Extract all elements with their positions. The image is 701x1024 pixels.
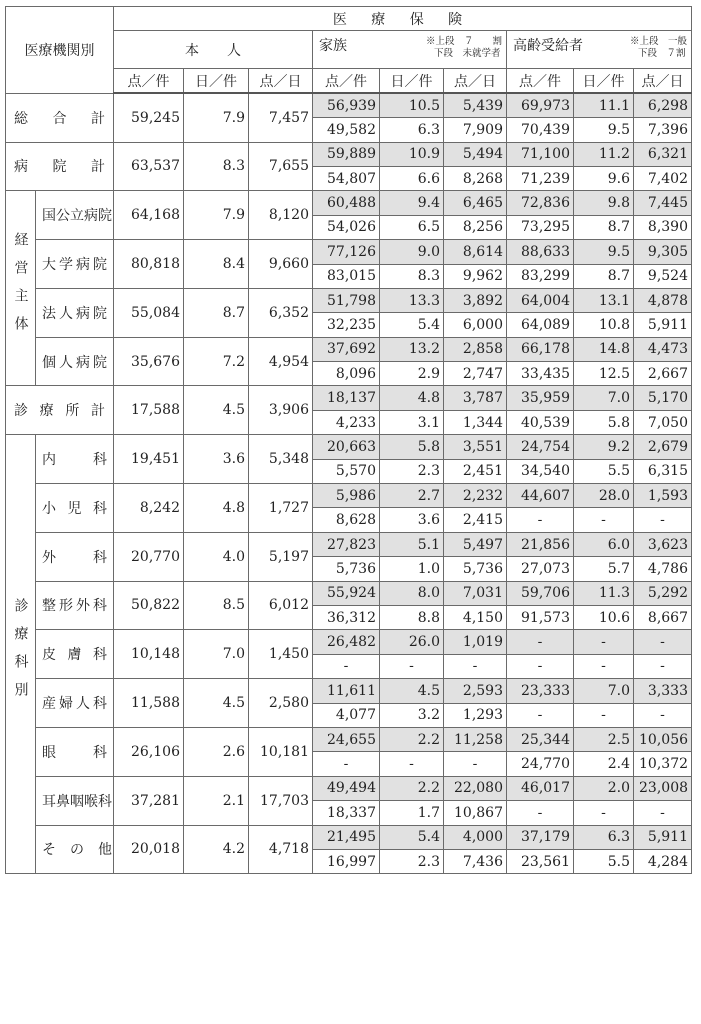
row-label: 大学病院 (36, 240, 114, 289)
upper-cell: 11.2 (574, 142, 634, 166)
lower-cell: 7,436 (444, 849, 507, 873)
honin-cell: 19,451 (114, 435, 184, 484)
upper-cell: 13.1 (574, 288, 634, 312)
lower-cell: 10.6 (574, 605, 634, 629)
lower-cell: 5.5 (574, 459, 634, 483)
upper-cell: 13.3 (380, 288, 444, 312)
category-column-header: 医療機関別 (6, 7, 114, 94)
koreisha-label: 高齢受給者 (513, 38, 583, 55)
upper-cell: 23,008 (634, 776, 692, 800)
table-row (6, 532, 692, 556)
lower-cell: 12.5 (574, 362, 634, 386)
table-row (6, 93, 692, 117)
table-row (6, 630, 692, 654)
upper-cell: 37,692 (313, 337, 380, 361)
lower-cell: 2.4 (574, 752, 634, 776)
upper-cell: 59,706 (507, 581, 574, 605)
lower-cell: 5.5 (574, 849, 634, 873)
honin-cell: 4.8 (184, 484, 249, 533)
upper-cell: 4,878 (634, 288, 692, 312)
honin-cell: 4.2 (184, 825, 249, 874)
lower-cell: 18,337 (313, 801, 380, 825)
row-label: 総 合 計 (6, 93, 114, 142)
upper-cell: 6.3 (574, 825, 634, 849)
upper-cell: 11.1 (574, 93, 634, 117)
lower-cell: 8,390 (634, 215, 692, 239)
table-row (6, 240, 692, 264)
upper-cell: 3,623 (634, 532, 692, 556)
lower-cell: - (444, 752, 507, 776)
upper-cell: 23,333 (507, 679, 574, 703)
honin-cell: 10,148 (114, 630, 184, 679)
upper-cell: 9.0 (380, 240, 444, 264)
upper-cell: 51,798 (313, 288, 380, 312)
upper-cell: 44,607 (507, 484, 574, 508)
upper-cell: 2,232 (444, 484, 507, 508)
row-label: 国公立病院 (36, 191, 114, 240)
upper-cell: 6,465 (444, 191, 507, 215)
upper-cell: 56,939 (313, 93, 380, 117)
honin-cell: 4.5 (184, 386, 249, 435)
upper-cell: 60,488 (313, 191, 380, 215)
honin-cell: 8,120 (249, 191, 313, 240)
lower-cell: 83,015 (313, 264, 380, 288)
upper-cell: 9.8 (574, 191, 634, 215)
upper-cell: 49,494 (313, 776, 380, 800)
unit-header: 点／件 (507, 69, 574, 93)
lower-cell: 5,736 (444, 557, 507, 581)
row-label: 整形外科 (36, 581, 114, 630)
lower-cell: 3.6 (380, 508, 444, 532)
upper-cell: 2.2 (380, 727, 444, 751)
row-label: 小児科 (36, 484, 114, 533)
upper-cell: 5.8 (380, 435, 444, 459)
upper-cell: 8,614 (444, 240, 507, 264)
table-row (6, 727, 692, 751)
kazoku-note (426, 36, 502, 60)
table-row (6, 191, 692, 215)
table-row (6, 435, 692, 459)
honin-cell: 1,450 (249, 630, 313, 679)
lower-cell: - (574, 703, 634, 727)
lower-cell: 5,570 (313, 459, 380, 483)
honin-cell: 2,580 (249, 679, 313, 728)
lower-cell: 9.6 (574, 166, 634, 190)
honin-cell: 8.7 (184, 288, 249, 337)
upper-cell: 88,633 (507, 240, 574, 264)
upper-cell: 26.0 (380, 630, 444, 654)
honin-cell: 7.0 (184, 630, 249, 679)
lower-cell: 9,962 (444, 264, 507, 288)
upper-cell: 5.1 (380, 532, 444, 556)
honin-cell: 3.6 (184, 435, 249, 484)
upper-cell: 5,911 (634, 825, 692, 849)
upper-cell: 25,344 (507, 727, 574, 751)
group-label: 診療科別 (6, 435, 36, 874)
upper-cell: 7.0 (574, 679, 634, 703)
upper-cell: 2.5 (574, 727, 634, 751)
honin-cell: 10,181 (249, 727, 313, 776)
lower-cell: 9.5 (574, 118, 634, 142)
group-label: 経営主体 (6, 191, 36, 386)
row-label: 皮膚科 (36, 630, 114, 679)
lower-cell: 2.9 (380, 362, 444, 386)
lower-cell: 83,299 (507, 264, 574, 288)
lower-cell: 5.4 (380, 313, 444, 337)
lower-cell: - (380, 654, 444, 678)
honin-cell: 6,352 (249, 288, 313, 337)
upper-cell: 6,321 (634, 142, 692, 166)
upper-cell: 3,333 (634, 679, 692, 703)
upper-cell: 21,856 (507, 532, 574, 556)
lower-cell: - (507, 801, 574, 825)
upper-cell: 20,663 (313, 435, 380, 459)
upper-cell: 7,445 (634, 191, 692, 215)
upper-cell: 7.0 (574, 386, 634, 410)
honin-cell: 4.5 (184, 679, 249, 728)
lower-cell: 1.7 (380, 801, 444, 825)
upper-cell: 9.4 (380, 191, 444, 215)
upper-cell: 1,019 (444, 630, 507, 654)
lower-cell: 6,315 (634, 459, 692, 483)
upper-cell: - (507, 630, 574, 654)
honin-cell: 35,676 (114, 337, 184, 386)
lower-cell: 33,435 (507, 362, 574, 386)
unit-header: 点／日 (444, 69, 507, 93)
lower-cell: 7,050 (634, 410, 692, 434)
upper-cell: 18,137 (313, 386, 380, 410)
upper-cell: 71,100 (507, 142, 574, 166)
upper-cell: 27,823 (313, 532, 380, 556)
kazoku-header (313, 31, 507, 69)
table-row (6, 776, 692, 800)
unit-header: 日／件 (184, 69, 249, 93)
honin-cell: 7.9 (184, 191, 249, 240)
unit-header: 日／件 (380, 69, 444, 93)
statistics-table (5, 6, 692, 874)
upper-cell: 9,305 (634, 240, 692, 264)
lower-cell: - (574, 654, 634, 678)
unit-header: 点／日 (249, 69, 313, 93)
honin-cell: 7,655 (249, 142, 313, 191)
lower-cell: 6.6 (380, 166, 444, 190)
lower-cell: 54,807 (313, 166, 380, 190)
lower-cell: 54,026 (313, 215, 380, 239)
table-row (6, 825, 692, 849)
upper-cell: 2,593 (444, 679, 507, 703)
lower-cell: 24,770 (507, 752, 574, 776)
upper-cell: 77,126 (313, 240, 380, 264)
lower-cell: 1,344 (444, 410, 507, 434)
table-row (6, 337, 692, 361)
lower-cell: 5.7 (574, 557, 634, 581)
row-label: 内 科 (36, 435, 114, 484)
upper-cell: 24,655 (313, 727, 380, 751)
honin-cell: 8.3 (184, 142, 249, 191)
upper-cell: 5,439 (444, 93, 507, 117)
kazoku-label: 家族 (319, 38, 347, 55)
upper-cell: 2.0 (574, 776, 634, 800)
lower-cell: - (507, 703, 574, 727)
row-label: 個人病院 (36, 337, 114, 386)
honin-cell: 20,770 (114, 532, 184, 581)
unit-header: 点／件 (114, 69, 184, 93)
koreisha-note-upper: ※上段 一般 (630, 36, 688, 48)
honin-cell: 26,106 (114, 727, 184, 776)
upper-cell: 14.8 (574, 337, 634, 361)
lower-cell: 2,667 (634, 362, 692, 386)
koreisha-note (630, 36, 687, 60)
lower-cell: - (313, 752, 380, 776)
row-label: 法人病院 (36, 288, 114, 337)
row-label: 外 科 (36, 532, 114, 581)
lower-cell: 49,582 (313, 118, 380, 142)
honin-cell: 2.1 (184, 776, 249, 825)
lower-cell: 6,000 (444, 313, 507, 337)
lower-cell: 70,439 (507, 118, 574, 142)
kazoku-note-upper: ※上段 ７ 割 (425, 36, 502, 48)
upper-cell: 5,170 (634, 386, 692, 410)
unit-header: 点／日 (634, 69, 692, 93)
kazoku-note-lower: 下段 未就学者 (433, 48, 501, 60)
upper-cell: 22,080 (444, 776, 507, 800)
upper-cell: 6,298 (634, 93, 692, 117)
lower-cell: 64,089 (507, 313, 574, 337)
lower-cell: - (380, 752, 444, 776)
lower-cell: - (313, 654, 380, 678)
honin-cell: 5,348 (249, 435, 313, 484)
lower-cell: 4,077 (313, 703, 380, 727)
lower-cell: 5.8 (574, 410, 634, 434)
upper-cell: 35,959 (507, 386, 574, 410)
honin-cell: 37,281 (114, 776, 184, 825)
lower-cell: 8,628 (313, 508, 380, 532)
lower-cell: 5,736 (313, 557, 380, 581)
honin-cell: 7,457 (249, 93, 313, 142)
honin-cell: 4.0 (184, 532, 249, 581)
upper-cell: 5,292 (634, 581, 692, 605)
lower-cell: - (507, 654, 574, 678)
upper-cell: 2.2 (380, 776, 444, 800)
upper-cell: 5.4 (380, 825, 444, 849)
lower-cell: 8,667 (634, 605, 692, 629)
honin-cell: 8.4 (184, 240, 249, 289)
honin-cell: 4,954 (249, 337, 313, 386)
honin-cell: 80,818 (114, 240, 184, 289)
upper-cell: - (574, 630, 634, 654)
upper-cell: 11,611 (313, 679, 380, 703)
upper-cell: 64,004 (507, 288, 574, 312)
lower-cell: 4,284 (634, 849, 692, 873)
upper-cell: 37,179 (507, 825, 574, 849)
lower-cell: 8,268 (444, 166, 507, 190)
lower-cell: 10,372 (634, 752, 692, 776)
lower-cell: - (634, 801, 692, 825)
upper-cell: 5,986 (313, 484, 380, 508)
lower-cell: - (634, 703, 692, 727)
lower-cell: 1,293 (444, 703, 507, 727)
honin-cell: 8,242 (114, 484, 184, 533)
upper-cell: - (634, 630, 692, 654)
honin-cell: 6,012 (249, 581, 313, 630)
honin-cell: 4,718 (249, 825, 313, 874)
lower-cell: 23,561 (507, 849, 574, 873)
lower-cell: 73,295 (507, 215, 574, 239)
lower-cell: 4,150 (444, 605, 507, 629)
upper-cell: 6.0 (574, 532, 634, 556)
upper-cell: 10,056 (634, 727, 692, 751)
row-label: 診療所計 (6, 386, 114, 435)
lower-cell: 6.5 (380, 215, 444, 239)
lower-cell: 6.3 (380, 118, 444, 142)
upper-cell: 5,494 (444, 142, 507, 166)
honin-cell: 11,588 (114, 679, 184, 728)
honin-cell: 9,660 (249, 240, 313, 289)
upper-cell: 4,000 (444, 825, 507, 849)
lower-cell: 91,573 (507, 605, 574, 629)
koreisha-header (507, 31, 692, 69)
upper-cell: 11,258 (444, 727, 507, 751)
lower-cell: 71,239 (507, 166, 574, 190)
upper-cell: 3,787 (444, 386, 507, 410)
lower-cell: 2,415 (444, 508, 507, 532)
lower-cell: 8,096 (313, 362, 380, 386)
lower-cell: 34,540 (507, 459, 574, 483)
lower-cell: 4,786 (634, 557, 692, 581)
insurance-header: 医 療 保 険 (114, 7, 692, 31)
lower-cell: - (634, 654, 692, 678)
lower-cell: 5,911 (634, 313, 692, 337)
upper-cell: 8.0 (380, 581, 444, 605)
row-label: 産婦人科 (36, 679, 114, 728)
upper-cell: 55,924 (313, 581, 380, 605)
table-row (6, 386, 692, 410)
unit-header: 日／件 (574, 69, 634, 93)
lower-cell: 8.8 (380, 605, 444, 629)
honin-cell: 59,245 (114, 93, 184, 142)
honin-cell: 7.2 (184, 337, 249, 386)
lower-cell: 7,909 (444, 118, 507, 142)
lower-cell: 2,451 (444, 459, 507, 483)
lower-cell: 7,396 (634, 118, 692, 142)
lower-cell: 2.3 (380, 849, 444, 873)
upper-cell: 10.9 (380, 142, 444, 166)
honin-cell: 55,084 (114, 288, 184, 337)
upper-cell: 69,973 (507, 93, 574, 117)
upper-cell: 11.3 (574, 581, 634, 605)
lower-cell: 3.2 (380, 703, 444, 727)
lower-cell: 2.3 (380, 459, 444, 483)
upper-cell: 3,551 (444, 435, 507, 459)
upper-cell: 13.2 (380, 337, 444, 361)
lower-cell: 10.8 (574, 313, 634, 337)
lower-cell: 9,524 (634, 264, 692, 288)
honin-cell: 5,197 (249, 532, 313, 581)
honin-cell: 17,588 (114, 386, 184, 435)
honin-cell: 17,703 (249, 776, 313, 825)
lower-cell: 32,235 (313, 313, 380, 337)
upper-cell: 4,473 (634, 337, 692, 361)
lower-cell: - (634, 508, 692, 532)
honin-cell: 50,822 (114, 581, 184, 630)
lower-cell: 8,256 (444, 215, 507, 239)
lower-cell: 36,312 (313, 605, 380, 629)
row-label: 眼 科 (36, 727, 114, 776)
upper-cell: 9.2 (574, 435, 634, 459)
lower-cell: 8.3 (380, 264, 444, 288)
row-label: 病 院 計 (6, 142, 114, 191)
upper-cell: 21,495 (313, 825, 380, 849)
table-row (6, 581, 692, 605)
lower-cell: 40,539 (507, 410, 574, 434)
koreisha-note-lower: 下段 ７割 (638, 48, 686, 60)
lower-cell: 1.0 (380, 557, 444, 581)
upper-cell: 2,858 (444, 337, 507, 361)
lower-cell: - (444, 654, 507, 678)
upper-cell: 72,836 (507, 191, 574, 215)
lower-cell: 2,747 (444, 362, 507, 386)
lower-cell: - (574, 801, 634, 825)
upper-cell: 24,754 (507, 435, 574, 459)
honin-cell: 2.6 (184, 727, 249, 776)
honin-header: 本 人 (114, 31, 313, 69)
upper-cell: 66,178 (507, 337, 574, 361)
upper-cell: 28.0 (574, 484, 634, 508)
honin-cell: 63,537 (114, 142, 184, 191)
upper-cell: 7,031 (444, 581, 507, 605)
lower-cell: 27,073 (507, 557, 574, 581)
lower-cell: - (507, 508, 574, 532)
upper-cell: 4.8 (380, 386, 444, 410)
upper-cell: 46,017 (507, 776, 574, 800)
upper-cell: 2.7 (380, 484, 444, 508)
table-row (6, 288, 692, 312)
upper-cell: 3,892 (444, 288, 507, 312)
lower-cell: 4,233 (313, 410, 380, 434)
lower-cell: 7,402 (634, 166, 692, 190)
table-row (6, 142, 692, 166)
honin-cell: 64,168 (114, 191, 184, 240)
honin-cell: 3,906 (249, 386, 313, 435)
unit-header: 点／件 (313, 69, 380, 93)
honin-cell: 1,727 (249, 484, 313, 533)
upper-cell: 4.5 (380, 679, 444, 703)
upper-cell: 2,679 (634, 435, 692, 459)
lower-cell: - (574, 508, 634, 532)
lower-cell: 10,867 (444, 801, 507, 825)
lower-cell: 8.7 (574, 215, 634, 239)
lower-cell: 8.7 (574, 264, 634, 288)
row-label: 耳鼻咽喉科 (36, 776, 114, 825)
upper-cell: 9.5 (574, 240, 634, 264)
table-row (6, 679, 692, 703)
upper-cell: 10.5 (380, 93, 444, 117)
upper-cell: 26,482 (313, 630, 380, 654)
upper-cell: 59,889 (313, 142, 380, 166)
table-row (6, 484, 692, 508)
upper-cell: 1,593 (634, 484, 692, 508)
honin-cell: 20,018 (114, 825, 184, 874)
honin-cell: 7.9 (184, 93, 249, 142)
lower-cell: 3.1 (380, 410, 444, 434)
upper-cell: 5,497 (444, 532, 507, 556)
row-label: そ の 他 (36, 825, 114, 874)
honin-cell: 8.5 (184, 581, 249, 630)
lower-cell: 16,997 (313, 849, 380, 873)
